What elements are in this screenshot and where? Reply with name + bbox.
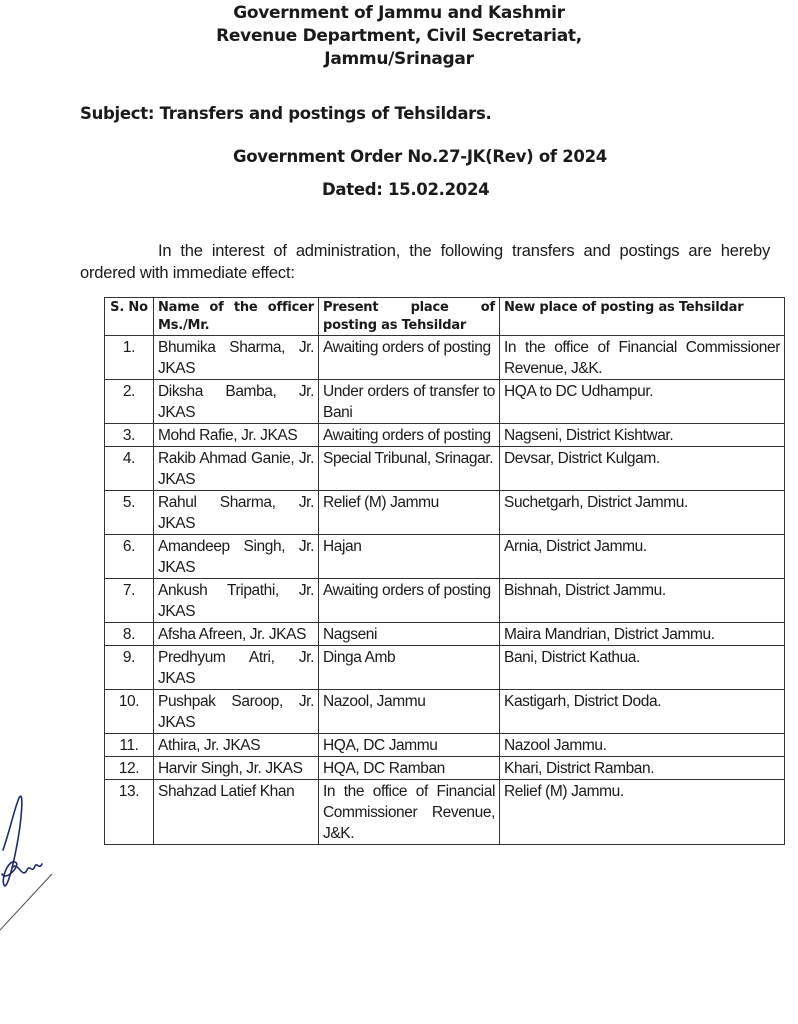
cell-sno: 13. [105,780,154,845]
cell-sno: 9. [105,646,154,690]
cell-present-posting: Awaiting orders of posting [319,424,500,447]
cell-officer-name: Afsha Afreen, Jr. JKAS [154,623,319,646]
cell-sno: 2. [105,380,154,424]
table-row [105,623,785,646]
order-number: Government Order No.27-JK(Rev) of 2024 [233,147,607,166]
cell-sno: 1. [105,336,154,380]
cell-officer-name: Shahzad Latief Khan [154,780,319,845]
signature-ink-stroke [2,796,42,886]
cell-new-posting: Bani, District Kathua. [500,646,785,690]
cell-new-posting: Kastigarh, District Doda. [500,690,785,734]
cell-new-posting: Khari, District Ramban. [500,757,785,780]
cell-present-posting: Nazool, Jammu [319,690,500,734]
cell-present-posting: HQA, DC Ramban [319,757,500,780]
header-sno: S. No [105,298,154,336]
cell-officer-name: Bhumika Sharma, Jr. JKAS [154,336,319,380]
cell-present-posting: Dinga Amb [319,646,500,690]
cell-new-posting: Maira Mandrian, District Jammu. [500,623,785,646]
table-row [105,579,785,623]
subject-line: Subject: Transfers and postings of Tehsildars. [80,104,492,123]
signature [0,790,60,940]
cell-new-posting: Devsar, District Kulgam. [500,447,785,491]
cell-present-posting: Special Tribunal, Srinagar. [319,447,500,491]
header-government: Government of Jammu and Kashmir [233,3,565,23]
intro-paragraph: In the interest of administration, the following transfers and postings are hereby ordered with immediate effect: [80,242,770,282]
table-row [105,646,785,690]
cell-sno: 10. [105,690,154,734]
cell-present-posting: In the office of Financial Commissioner Revenue, J&K. [319,780,500,845]
cell-present-posting: Awaiting orders of posting [319,579,500,623]
cell-sno: 11. [105,734,154,757]
cell-new-posting: Relief (M) Jammu. [500,780,785,845]
cell-officer-name: Harvir Singh, Jr. JKAS [154,757,319,780]
cell-sno: 5. [105,491,154,535]
cell-new-posting: Suchetgarh, District Jammu. [500,491,785,535]
cell-new-posting: Bishnah, District Jammu. [500,579,785,623]
cell-officer-name: Predhyum Atri, Jr. JKAS [154,646,319,690]
cell-sno: 4. [105,447,154,491]
cell-sno: 7. [105,579,154,623]
cell-officer-name: Ankush Tripathi, Jr. JKAS [154,579,319,623]
table-row [105,535,785,579]
header-new-posting: New place of posting as Tehsildar [500,298,785,336]
cell-officer-name: Rahul Sharma, Jr. JKAS [154,491,319,535]
table-row [105,757,785,780]
table-row [105,491,785,535]
cell-officer-name: Athira, Jr. JKAS [154,734,319,757]
cell-new-posting: HQA to DC Udhampur. [500,380,785,424]
table-row [105,690,785,734]
cell-present-posting: Hajan [319,535,500,579]
cell-present-posting: Awaiting orders of posting [319,336,500,380]
cell-present-posting: Relief (M) Jammu [319,491,500,535]
cell-present-posting: HQA, DC Jammu [319,734,500,757]
issuing-authority-header [0,2,798,71]
cell-officer-name: Pushpak Saroop, Jr. JKAS [154,690,319,734]
cell-new-posting: Arnia, District Jammu. [500,535,785,579]
table-header-row [105,298,785,336]
transfers-table [104,297,785,845]
cell-officer-name: Diksha Bamba, Jr. JKAS [154,380,319,424]
order-date: Dated: 15.02.2024 [322,180,490,199]
cell-sno: 12. [105,757,154,780]
cell-officer-name: Amandeep Singh, Jr. JKAS [154,535,319,579]
cell-present-posting: Nagseni [319,623,500,646]
header-location: Jammu/Srinagar [324,49,474,69]
cell-sno: 8. [105,623,154,646]
table-row [105,447,785,491]
header-department: Revenue Department, Civil Secretariat, [216,26,582,46]
cell-sno: 6. [105,535,154,579]
table-row [105,380,785,424]
table-body [105,336,785,845]
table-row [105,336,785,380]
cell-present-posting: Under orders of transfer to Bani [319,380,500,424]
cell-sno: 3. [105,424,154,447]
table-row [105,780,785,845]
header-present-posting: Present place of posting as Tehsildar [319,298,500,336]
table-row [105,734,785,757]
cell-officer-name: Rakib Ahmad Ganie, Jr. JKAS [154,447,319,491]
table-row [105,424,785,447]
cell-new-posting: Nazool Jammu. [500,734,785,757]
cell-new-posting: In the office of Financial Commissioner Revenue, J&K. [500,336,785,380]
header-officer-name: Name of the officer Ms./Mr. [154,298,319,336]
cell-new-posting: Nagseni, District Kishtwar. [500,424,785,447]
cell-officer-name: Mohd Rafie, Jr. JKAS [154,424,319,447]
